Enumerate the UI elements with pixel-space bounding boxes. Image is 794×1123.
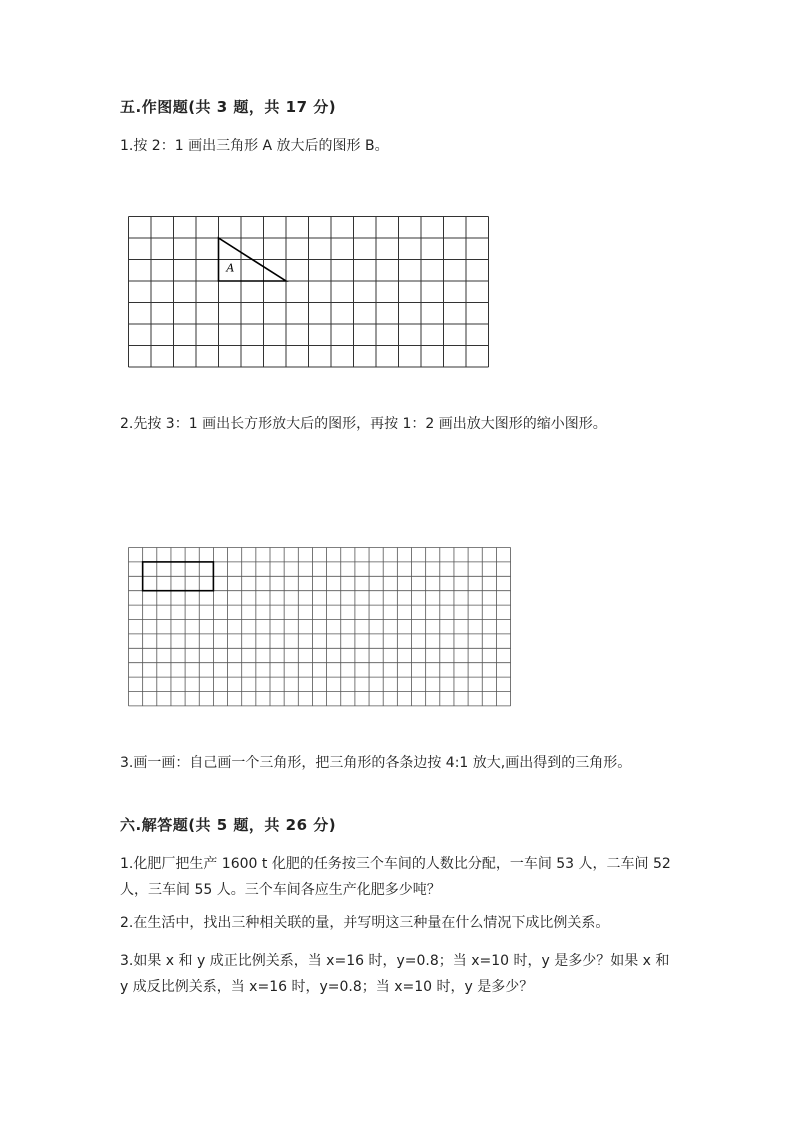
section6-question-1: 1.化肥厂把生产 1600 t 化肥的任务按三个车间的人数比分配，一车间 53 人，二车间 52 人，三车间 55 人。三个车间各应生产化肥多少吨？ [120,856,671,898]
section5-question-1: 1.按 2：1 画出三角形 A 放大后的图形 B。 [120,138,389,154]
section5-question-3: 3.画一画：自己画一个三角形，把三角形的各条边按 4:1 放大,画出得到的三角形。 [120,755,632,771]
section6-question-2: 2.在生活中，找出三种相关联的量，并写明这三种量在什么情况下成比例关系。 [120,915,610,931]
section6-title: 六.解答题(共 5 题，共 26 分) [120,816,337,834]
grid-triangle-a [128,216,492,369]
section6-question-3: 3.如果 x 和 y 成正比例关系，当 x=16 时，y=0.8；当 x=10 时，y 是多少？如果 x 和 y 成反比例关系，当 x=16 时，y=0.8；当 x=10 时，y 是多少？ [120,953,670,995]
section5-question-2: 2.先按 3：1 画出长方形放大后的图形，再按 1：2 画出放大图形的缩小图形。 [120,416,607,432]
grid-rectangle [128,547,514,709]
section5-title: 五.作图题(共 3 题，共 17 分) [120,98,337,116]
triangle-a-label: A [226,261,235,275]
